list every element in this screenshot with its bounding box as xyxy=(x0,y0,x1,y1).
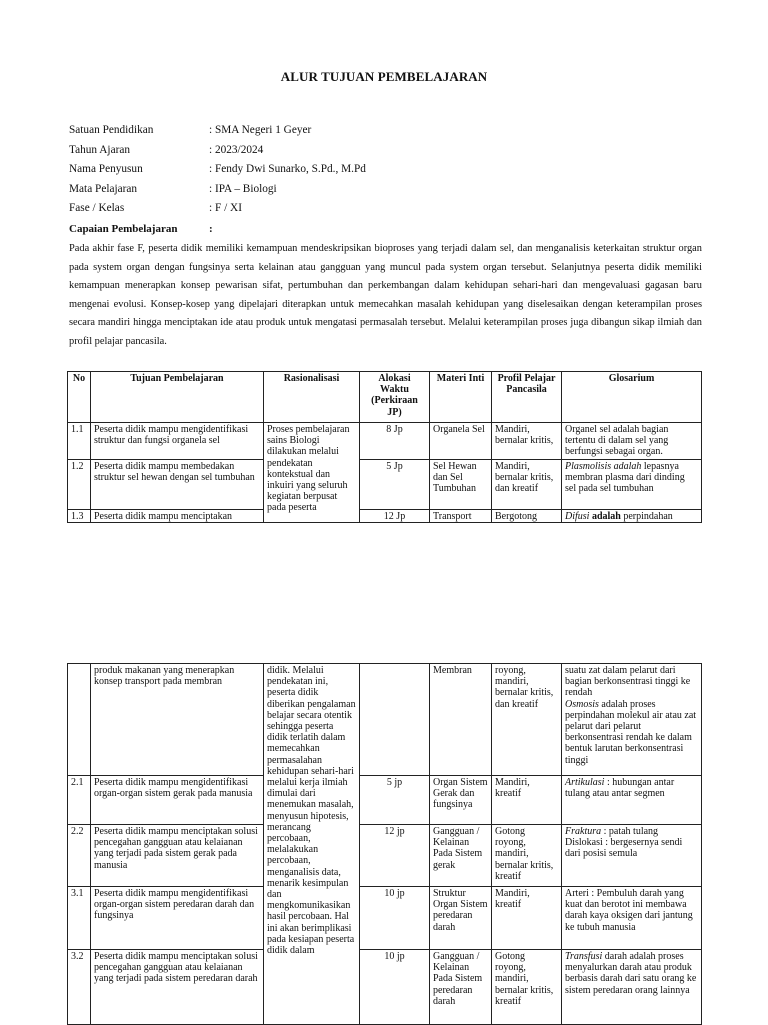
info-label: Satuan Pendidikan xyxy=(69,124,154,136)
row-alokasi xyxy=(360,664,430,776)
header-materi: Materi Inti xyxy=(430,372,492,423)
info-row-satuan xyxy=(69,124,366,144)
row-materi: Gangguan / Kelainan Pada Sistem gerak xyxy=(430,825,492,887)
row-profil: Mandiri, kreatif xyxy=(492,776,562,825)
row-glosarium xyxy=(562,423,702,460)
row-materi: Gangguan / Kelainan Pada Sistem peredaran darah xyxy=(430,950,492,1025)
row-materi: Transport xyxy=(430,510,492,523)
row-materi: Organ Sistem Gerak dan fungsinya xyxy=(430,776,492,825)
header-tujuan: Tujuan Pembelajaran xyxy=(91,372,264,423)
row-no: 3.2 xyxy=(68,950,91,1025)
info-value: : IPA – Biologi xyxy=(209,182,277,195)
info-label: Nama Penyusun xyxy=(69,163,143,175)
glos-text: Arteri : Pembuluh darah yang kuat dan berotot ini membawa darah kaya oksigen dari jantung ke tubuh manusia xyxy=(565,888,693,933)
row-no: 2.2 xyxy=(68,825,91,887)
glos-term: Difusi xyxy=(565,511,592,522)
glos-text: lepasnya membran plasma dari dinding sel pada sel tumbuhan xyxy=(565,461,685,495)
glos-link: adalah xyxy=(591,511,621,522)
glos-text: : hubungan antar tulang atau antar segmen xyxy=(565,777,675,800)
identity-block xyxy=(69,124,366,222)
table-row xyxy=(68,887,702,950)
header-alokasi: Alokasi Waktu (Perkiraan JP) xyxy=(360,372,430,423)
row-no: 1.2 xyxy=(68,460,91,510)
row-rasionalisasi: Proses pembelajaran sains Biologi dilakukan melalui pendekatan kontekstual dan inkuiri yang seluruh kegiatan berpusat pada peserta xyxy=(264,423,360,523)
row-profil: Mandiri, bernalar kritis, xyxy=(492,423,562,460)
info-row-fase xyxy=(69,202,366,222)
row-alokasi: 5 Jp xyxy=(360,460,430,510)
header-rasionalisasi: Rasionalisasi xyxy=(264,372,360,423)
row-alokasi: 5 jp xyxy=(360,776,430,825)
document-title: ALUR TUJUAN PEMBELAJARAN xyxy=(280,69,488,84)
row-materi: Struktur Organ Sistem peredaran darah xyxy=(430,887,492,950)
capaian-heading xyxy=(69,223,213,235)
info-row-tahun xyxy=(69,144,366,164)
row-tujuan: Peserta didik mampu mengidentifikasi organ-organ sistem peredaran darah dan fungsinya xyxy=(91,887,264,950)
atp-table-part2 xyxy=(67,663,702,1025)
table-row xyxy=(68,825,702,887)
row-no: 1.3 xyxy=(68,510,91,523)
info-label: Tahun Ajaran xyxy=(69,143,131,156)
glos-text: perpindahan xyxy=(620,511,673,522)
table-header-row xyxy=(68,372,702,423)
row-glosarium xyxy=(562,887,702,950)
table-row xyxy=(68,776,702,825)
header-profil: Profil Pelajar Pancasila xyxy=(492,372,562,423)
capaian-label: Capaian Pembelajaran xyxy=(69,223,178,235)
table-row xyxy=(68,664,702,776)
capaian-colon: : xyxy=(209,223,213,235)
row-profil: Gotong royong, mandiri, bernalar kritis, kreatif xyxy=(492,825,562,887)
row-no xyxy=(68,664,91,776)
row-alokasi: 10 jp xyxy=(360,887,430,950)
row-alokasi: 10 jp xyxy=(360,950,430,1025)
info-label: Fase / Kelas xyxy=(69,202,125,214)
row-glosarium xyxy=(562,510,702,523)
glos-term: Osmosis xyxy=(565,698,599,710)
row-profil: Mandiri, kreatif xyxy=(492,887,562,950)
info-value: : 2023/2024 xyxy=(209,143,264,156)
table-row xyxy=(68,510,702,523)
info-value: : F / XI xyxy=(209,202,242,214)
table-row xyxy=(68,950,702,1025)
row-alokasi: 8 Jp xyxy=(360,423,430,460)
row-glosarium xyxy=(562,664,702,776)
row-no: 2.1 xyxy=(68,776,91,825)
row-no: 3.1 xyxy=(68,887,91,950)
row-glosarium xyxy=(562,776,702,825)
row-profil: Mandiri, bernalar kritis, dan kreatif xyxy=(492,460,562,510)
glos-term: Plasmolisis adalah xyxy=(565,461,642,472)
glos-text: darah adalah proses menyalurkan darah atau produk berbasis darah dari satu orang ke sistem peredaran orang lainnya xyxy=(565,951,697,996)
row-profil: royong, mandiri, bernalar kritis, dan kreatif xyxy=(492,664,562,776)
glos-text: suatu zat dalam pelarut dari bagian berkonsentrasi tinggi ke rendah xyxy=(565,665,691,699)
glos-term: Fraktura xyxy=(565,826,602,837)
row-profil: Bergotong xyxy=(492,510,562,523)
row-materi: Organela Sel xyxy=(430,423,492,460)
row-glosarium xyxy=(562,950,702,1025)
row-alokasi: 12 Jp xyxy=(360,510,430,523)
atp-table-part1 xyxy=(67,371,702,523)
row-tujuan: Peserta didik mampu menciptakan solusi pencegahan gangguan atau kelaianan yang terjadi pada sistem peredaran darah xyxy=(91,950,264,1025)
row-tujuan: Peserta didik mampu menciptakan solusi pencegahan gangguan atau kelaianan yang terjadi pada sistem gerak pada manusia xyxy=(91,825,264,887)
row-materi: Membran xyxy=(430,664,492,776)
row-glosarium xyxy=(562,825,702,887)
row-tujuan: produk makanan yang menerapkan konsep transport pada membran xyxy=(91,664,264,776)
glos-term: Transfusi xyxy=(565,951,603,962)
row-tujuan: Peserta didik mampu mengidentifikasi organ-organ sistem gerak pada manusia xyxy=(91,776,264,825)
glos-text: Organel sel adalah bagian tertentu di dalam sel yang berfungsi sebagai organ. xyxy=(565,424,669,458)
row-no: 1.1 xyxy=(68,423,91,460)
row-rasionalisasi: didik. Melalui pendekatan ini, peserta didik diberikan pengalaman belajar secara otentik sehingga peserta didik terlatih dalam memecahkan permasalahan kehidupan sehari-hari melalui kerja ilmiah dimulai dari menemukan masalah, menyusun hipotesis, merancang percobaan, melalakukan percobaan, menganalisis data, menarik kesimpulan dan mengkomunikasikan hasil percobaan. Hal ini akan berimplikasi pada kesiapan peserta didik dalam xyxy=(264,664,360,1025)
row-tujuan: Peserta didik mampu menciptakan xyxy=(91,510,264,523)
glos-text: adalah proses perpindahan molekul air atau zat pelarut dari pelarut berkonsentrasi rendah ke dalam bentuk larutan berkonsentrasi tinggi xyxy=(565,698,697,766)
table-row xyxy=(68,460,702,510)
glos-text: : patah tulang Dislokasi : bergesernya sendi dari posisi semula xyxy=(565,826,683,860)
row-profil: Gotong royong, mandiri, bernalar kritis, kreatif xyxy=(492,950,562,1025)
info-value: : Fendy Dwi Sunarko, S.Pd., M.Pd xyxy=(209,163,366,175)
row-alokasi: 12 jp xyxy=(360,825,430,887)
header-glosarium: Glosarium xyxy=(562,372,702,423)
row-tujuan: Peserta didik mampu mengidentifikasi struktur dan fungsi organela sel xyxy=(91,423,264,460)
info-value: : SMA Negeri 1 Geyer xyxy=(209,124,312,136)
row-glosarium xyxy=(562,460,702,510)
info-row-penyusun xyxy=(69,163,366,183)
table-row xyxy=(68,423,702,460)
capaian-text: Pada akhir fase F, peserta didik memiliki kemampuan mendeskripsikan bioproses yang terjadi dalam sel, dan menganalisis keterkaitan struktur organ pada system organ dengan fungsinya serta kelainan atau gangguan yang muncul pada system organ tersebut. Selanjutnya peserta didik memiliki kemampuan menerapkan konsep pewarisan sifat, pertumbuhan dan perkembangan dalam kehidupan sehari-hari dan mengevaluasi gagasan baru mengenai evolusi. Konsep-kosep yang dipelajari diterapkan untuk memecahkan masalah kehidupan yang diselesaikan dengan keterampilan proses secara mandiri hingga menciptakan ide atau produk untuk mengatasi permasalah tersebut. Melalui keterampilan proses juga dibangun sikap ilmiah dan profil pelajar pancasila. xyxy=(69,243,702,347)
info-label: Mata Pelajaran xyxy=(69,182,138,195)
glos-term: Artikulasi xyxy=(565,777,605,788)
row-materi: Sel Hewan dan Sel Tumbuhan xyxy=(430,460,492,510)
row-tujuan: Peserta didik mampu membedakan struktur sel hewan dengan sel tumbuhan xyxy=(91,460,264,510)
header-no: No xyxy=(68,372,91,423)
info-row-mapel xyxy=(69,183,366,203)
